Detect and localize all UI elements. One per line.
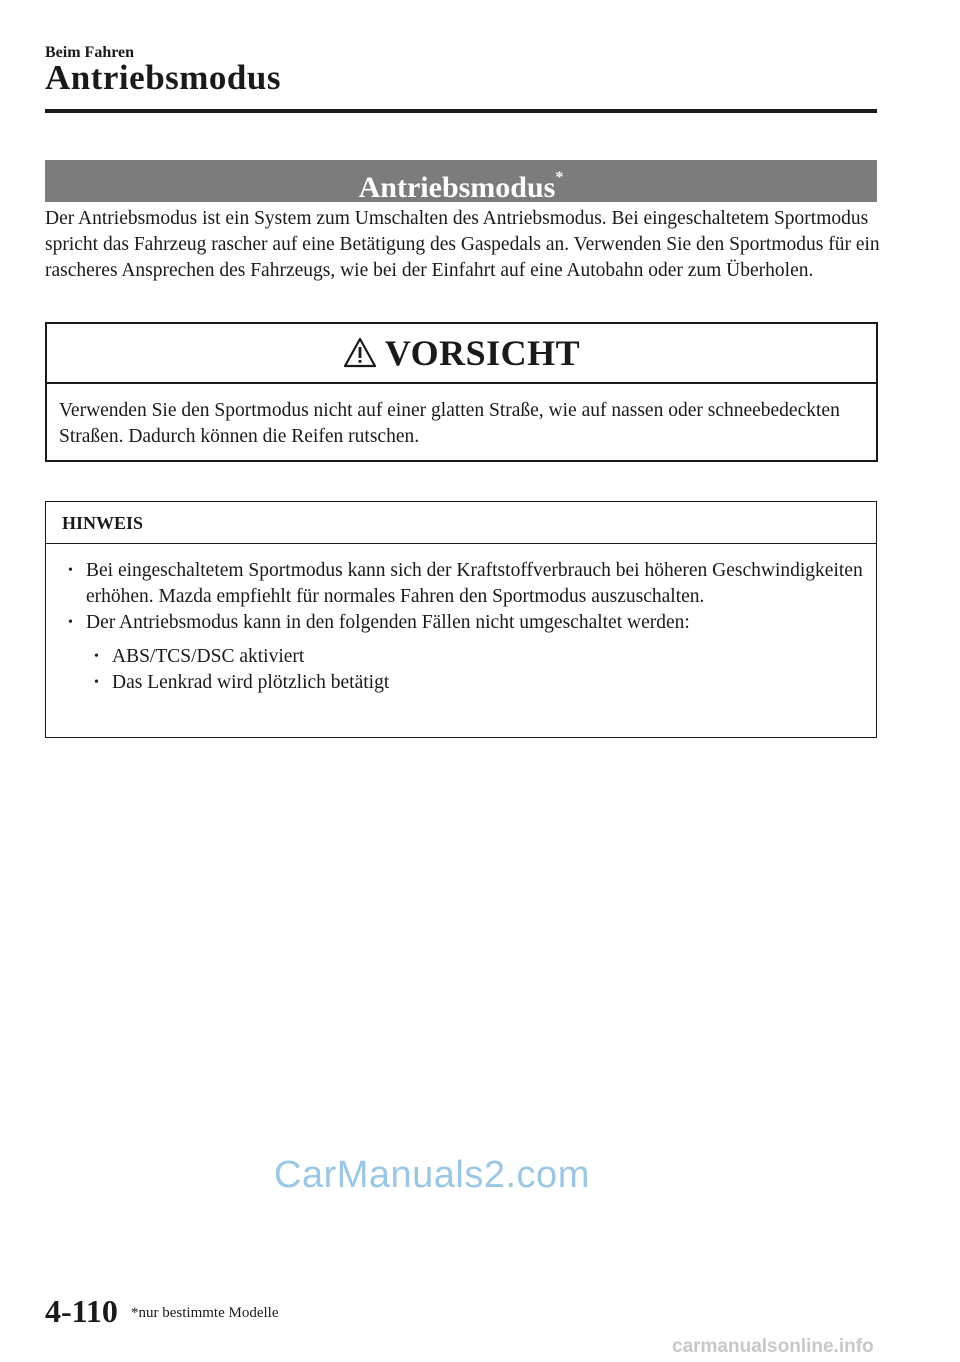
note-item-text: Bei eingeschaltetem Sportmodus kann sich der Kraftstoffverbrauch bei höheren Geschwindigkeiten erhöhen. Mazda empfiehlt für normales Fahren den Sportmodus auszuschalten. xyxy=(86,560,863,607)
note-sub-item xyxy=(86,644,864,670)
note-box xyxy=(45,501,877,738)
note-body xyxy=(46,544,876,696)
watermark: CarManuals2.com xyxy=(274,1154,590,1196)
caution-header xyxy=(47,324,876,384)
caution-box xyxy=(45,322,878,462)
bullet-icon: • xyxy=(94,649,99,664)
page-number: 4-110 xyxy=(45,1293,118,1329)
section-heading xyxy=(45,160,877,202)
caution-text: Verwenden Sie den Sportmodus nicht auf einer glatten Straße, wie auf nassen oder schneebedeckten Straßen. Dadurch können die Reifen rutschen. xyxy=(59,400,840,447)
note-sub-list xyxy=(60,644,864,696)
note-title: HINWEIS xyxy=(46,502,876,544)
bullet-icon: • xyxy=(68,563,73,578)
warning-triangle-icon xyxy=(343,337,377,368)
title-divider xyxy=(45,109,877,113)
bullet-icon: • xyxy=(94,675,99,690)
page-title: Antriebsmodus xyxy=(45,58,281,97)
bullet-icon: • xyxy=(68,615,73,630)
optional-equipment-marker: * xyxy=(555,169,564,186)
footnote: *nur bestimmte Modelle xyxy=(131,1305,279,1321)
section-title: Antriebsmodus xyxy=(358,171,556,204)
note-sub-item-text: Das Lenkrad wird plötzlich betätigt xyxy=(112,672,390,693)
note-sub-item-text: ABS/TCS/DSC aktiviert xyxy=(112,646,305,667)
note-item xyxy=(60,558,864,610)
chapter-label: Beim Fahren xyxy=(45,44,135,61)
note-item xyxy=(60,610,864,636)
caution-title: VORSICHT xyxy=(384,333,581,373)
intro-paragraph: Der Antriebsmodus ist ein System zum Umschalten des Antriebsmodus. Bei eingeschaltetem Sportmodus spricht das Fahrzeug rascher auf eine Betätigung des Gaspedals an. Verwenden Sie den Sportmodus für ein rascheres Ansprechen des Fahrzeugs, wie bei der Einfahrt auf eine Autobahn oder zum Überholen. xyxy=(45,208,880,281)
note-sub-item xyxy=(86,670,864,696)
note-item-text: Der Antriebsmodus kann in den folgenden Fällen nicht umgeschaltet werden: xyxy=(86,612,690,633)
source-url: carmanualsonline.info xyxy=(672,1336,874,1357)
